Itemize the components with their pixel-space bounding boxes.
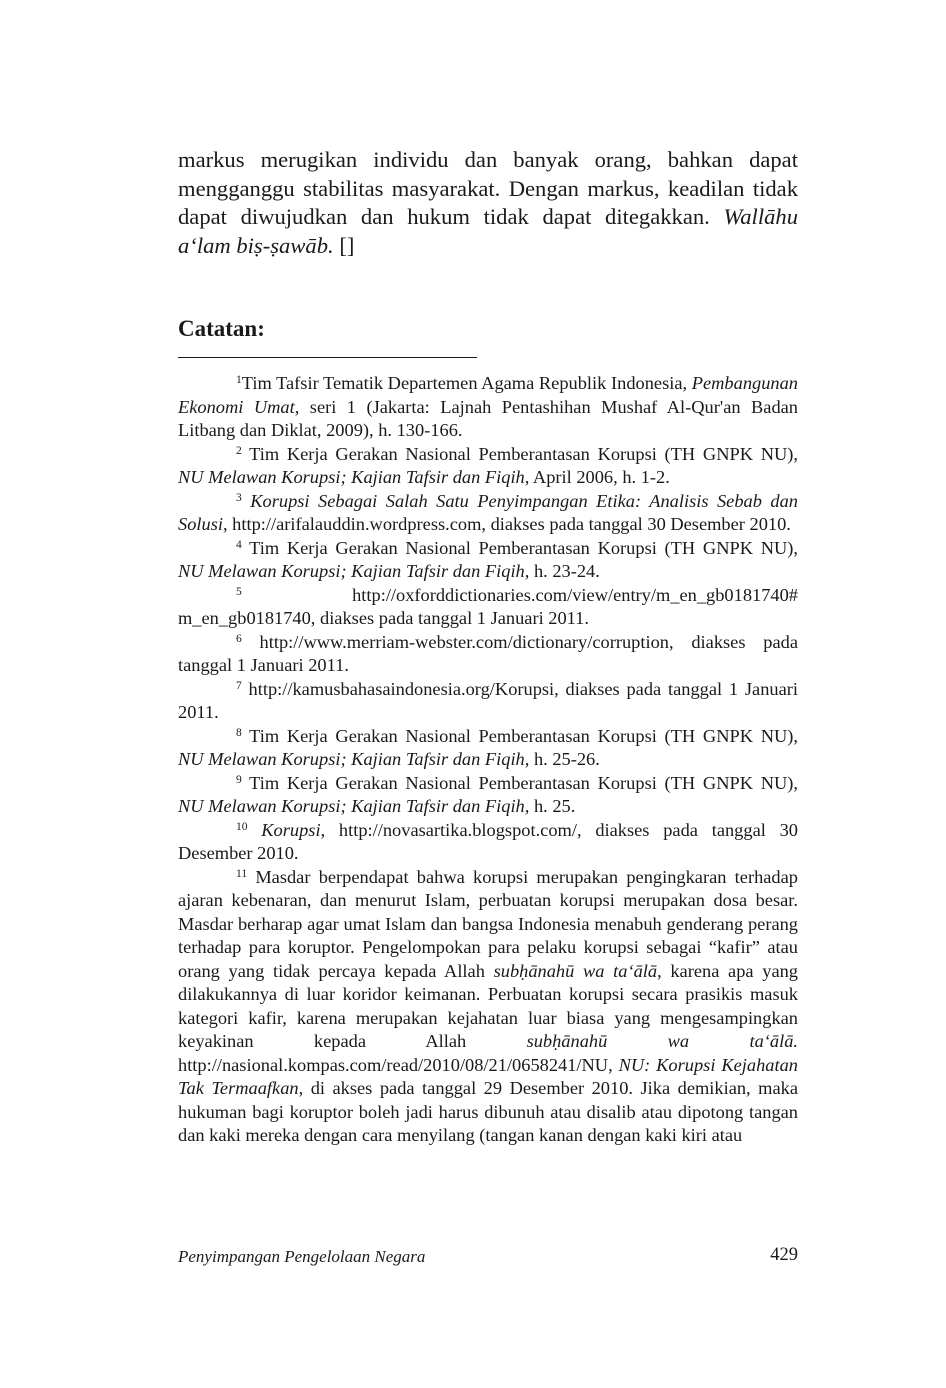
footnote: $^7$ http://kamusbahasaindonesia.org/Korupsi, diakses pada tanggal 1 Januari 2011. <box>178 678 798 722</box>
footnote: $^4$ Tim Kerja Gerakan Nasional Pemberantasan Korupsi (TH GNPK NU), NU Melawan Korupsi; Kajian Tafsir dan Fiqih, h. 23-24. <box>178 537 798 581</box>
closing-phrase: Wallāhu a‘lam biṣ-ṣawāb. <box>178 204 798 258</box>
body-paragraph <box>178 146 798 260</box>
footnote-number: 1 <box>236 374 242 386</box>
running-footer-title: Penyimpangan Pengelolaan Negara <box>178 1247 426 1266</box>
footnote: $^3$ Korupsi Sebagai Salah Satu Penyimpangan Etika: Analisis Sebab dan Solusi, http://arifalauddin.wordpress.com, diakses pada tanggal 30 Desember 2010. <box>178 490 798 534</box>
footnote-number: 11 <box>236 867 248 880</box>
footnote-number: 10 <box>236 820 248 833</box>
footnote: $^6$ http://www.merriam-webster.com/dictionary/corruption, diakses pada tanggal 1 Januari 2011. <box>178 631 798 675</box>
footnote: $^9$ Tim Kerja Gerakan Nasional Pemberantasan Korupsi (TH GNPK NU), NU Melawan Korupsi; Kajian Tafsir dan Fiqih, h. 25. <box>178 772 798 816</box>
end-mark: [] <box>339 232 355 258</box>
footnote-number: 6 <box>236 632 242 645</box>
footnote-separator <box>178 357 477 358</box>
footnote-number: 5 <box>236 585 242 598</box>
footnote: $^8$ Tim Kerja Gerakan Nasional Pemberantasan Korupsi (TH GNPK NU), NU Melawan Korupsi; Kajian Tafsir dan Fiqih, h. 25-26. <box>178 725 798 769</box>
footnote-number: 9 <box>236 773 242 786</box>
footnote-number: 2 <box>236 444 242 457</box>
footnote-number: 7 <box>236 679 242 692</box>
footnote-number: 8 <box>236 726 242 739</box>
footnote: $^{11}$ Masdar berpendapat bahwa korupsi merupakan pengingkaran terhadap ajaran kebenaran, dan menurut Islam, perbuatan korupsi merupakan dosa besar. Masdar berharap agar umat Islam dan bangsa Indonesia menabuh genderang perang terhadap para koruptor. Pengelompokan para pelaku korupsi sebagai “kafir” atau orang yang tidak percaya kepada Allah subḥānahū wa ta‘ālā, karena apa yang dilakukannya di luar koridor keimanan. Perbuatan korupsi secara prasikis masuk kategori kafir, karena merupakan kejahatan luar biasa yang mengesampingkan keyakinan kepada Allah subḥānahū wa ta‘ālā. http://nasional.kompas.com/read/2010/08/21/0658241/NU, NU: Korupsi Kejahatan Tak Termaafkan, di akses pada tanggal 29 Desember 2010. Jika demikian, maka hukuman bagi koruptor boleh jadi harus dibunuh atau disalib atau dipotong tangan dan kaki mereka dengan cara menyilang (tangan kanan dengan kaki kiri atau <box>178 866 799 1145</box>
footnote: $^{10}$ Korupsi, http://novasartika.blogspot.com/, diakses pada tanggal 30 Desember 2010. <box>178 819 798 863</box>
footnote-number: 4 <box>236 538 242 551</box>
footnote: $^2$ Tim Kerja Gerakan Nasional Pemberantasan Korupsi (TH GNPK NU), NU Melawan Korupsi; Kajian Tafsir dan Fiqih, April 2006, h. 1-2. <box>178 443 798 487</box>
body-text: markus merugikan individu dan banyak orang, bahkan dapat mengganggu stabilitas masyarakat. Dengan markus, keadilan tidak dapat diwujudkan dan hukum tidak dapat ditegakkan. <box>178 147 798 229</box>
page-number: 429 <box>770 1245 798 1265</box>
footnote-number: 3 <box>236 491 242 504</box>
footnote: $^5$ http://oxforddictionaries.com/view/entry/m_en_gb0181740# m_en_gb0181740, diakses pada tanggal 1 Januari 2011. <box>178 584 798 628</box>
footnotes <box>178 372 798 1148</box>
footnote: $^1$Tim Tafsir Tematik Departemen Agama Republik Indonesia, Pembangunan Ekonomi Umat, seri 1 (Jakarta: Lajnah Pentashihan Mushaf Al-Qur'an Badan Litbang dan Diklat, 2009), h. 130-166. <box>178 373 798 440</box>
notes-heading: Catatan: <box>178 316 265 341</box>
